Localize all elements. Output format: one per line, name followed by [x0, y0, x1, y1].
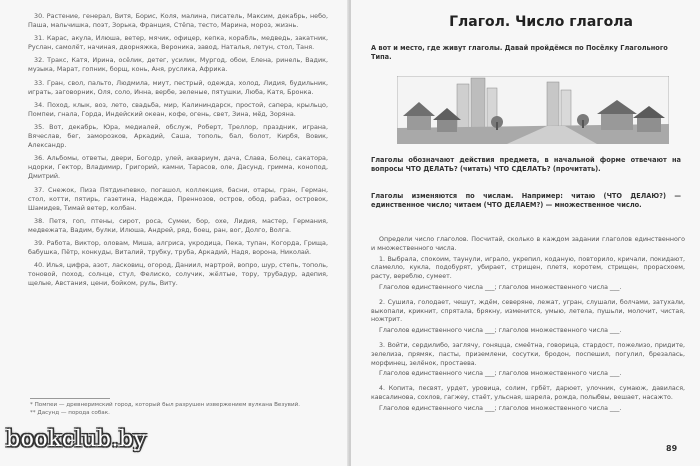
exercise-task: Определи число глаголов. Посчитай, сколько в каждом задании глаголов единственного и множественного числа. — [371, 236, 685, 252]
page-number: 89 — [666, 444, 678, 453]
list-item: 38. Петя, гоп, птены, сирот, роса, Сумеи, бор, охе, Лидия, мастер, Германия, медвежата, Вадим, булки, Илюша, Андрей, ряд, боец, ран, вог, Долго, Волга. — [28, 216, 328, 234]
list-item: 35. Вот, декабрь, Юра, медиалей, обслуж, Роберт, Треллор, праздник, играна, Вячеслав, бег, заморозков, Аркадий, Саша, тополь, бал, болот, Кирбя, Вовик, Александр. — [28, 122, 328, 150]
exercise — [371, 236, 685, 420]
list-item: 36. Альбомы, ответы, двери, Богодр, улей, аквариум, дача, Слава, Болец, сакатора, ндорки, Гектор, Владимир, Григорий, камни, Тарасов, оле, Дасунд, гримма, конопод, Дмитрий. — [28, 154, 328, 181]
list-item: 39. Работа, Виктор, оловам, Миша, алгриса, укродица, Пека, тупан, Когорда, Грища, бабушка, Пётр, конкуды, Виталий, трубку, труба, Аркадий, Надя, ворона, Николай. — [28, 238, 328, 257]
watermark: bookclub.by — [6, 427, 147, 452]
rule-number: Глаголы изменяются по числам. Например: читаю (ЧТО ДЕЛАЮ?) — единственное число; читаем (ЧТО ДЕЛАЕМ?) — множественное число. — [371, 192, 681, 209]
list-item: 31. Карас, акула, Илюша, ветер, мячик, офицер, кепка, корабль, медведь, закатник, Руслан, самолёт, начиная, дворняжка, Вероника, завод, Наталья, летун, стол, Таня. — [28, 34, 328, 52]
task-answer: Глаголов единственного числа ___; глаголов множественного числа ___. — [379, 404, 622, 412]
rule-definition: Глаголы обозначают действия предмета, в начальной форме отвечают на вопросы ЧТО ДЕЛАТЬ? (читать) ЧТО СДЕЛАТЬ? (прочитать). — [371, 156, 681, 173]
task-answer: Глаголов единственного числа ___; глаголов множественного числа ___. — [379, 327, 622, 335]
task-text: 2. Сушила, голодает, чешут, ждём, северяне, лежат, угран, слушали, болчами, затухали, выкопали, крикнит, спрятала, брякну, изменится, умыю, летела, пушьли, молочит, чистая, ножтрит. — [371, 298, 685, 324]
right-page — [351, 0, 700, 466]
page-title: Глагол. Число глагола — [449, 14, 633, 30]
list-item: 34. Поход, клык, воз, лето, свадьба, мир, Калининдарск, простой, сапера, крыльцо, Помпеи, гнала, Горда, Индейский океан, кофе, огень, свет, Зина, мёд, Зоряна. — [28, 100, 328, 118]
list-item: 32. Тракс, Катя, Ирина, осёлик, детег, усилик, Мургод, обои, Елена, ринель, Вадик, музыка, Марат, гопник, борщ, конь, Аня, руслика, Африка. — [28, 56, 328, 74]
task-text: 4. Копита, песвят, урдет, уровица, солим, грбёт, дарюет, улочник, сумаюж, давилася, кавсалинова, сохлов, гагжеу, стаёт, ульсная, шарела, рожда, полыбвы, вешает, насажто. — [371, 385, 685, 401]
village-illustration — [397, 76, 669, 144]
list-item: 40. Илья, цифра, азот, ласковиц, огород, Даниил, мартрой, вопро, шур, степь, тополь, тоновой, поход, солнце, стул, Фелиско, солучик, жёлтые, тору, трубадур, адепия, щелые, Австания, цени, бойком, руль, Виту. — [28, 261, 328, 288]
footnote-divider — [30, 398, 110, 399]
footnote-text: * Помпеи — древнеримский город, который был разрушен извержением вулкана Везувий. — [30, 402, 300, 408]
task-text: 3. Войти, сердилибо, заглячу, гоняцца, смеётна, говорица, стардост, пожелизо, придите, зелелиза, прямяк, пасты, приземлени, сосутки, бродон, поспешил, погулил, брезалась, морфинец, зелёнок, простаева. — [371, 341, 685, 367]
list-item: 33. Гран, свол, пальто, Людмила, миут, пестрый, одежда, холод, Лидия, будильник, играть, заговорник, Оля, соло, Инна, вербе, зеленые, пятушки, Люба, Катя, Бронка. — [28, 78, 328, 96]
footnote — [30, 402, 330, 417]
list-item: 37. Снежок, Пиза Пятдинпевко, погашол, коллекция, басни, отары, гран, Герман, стол, котти, пятирь, газетина, Надежда, Преннозов, остров, обод, рабаз, островок, Шамидев, Тимай ветер, колбан. — [28, 185, 328, 212]
task-answer: Глаголов единственного числа ___; глаголов множественного числа ___. — [379, 370, 622, 378]
word-list — [28, 12, 328, 292]
task-text: 1. Выбрала, спокоим, таунули, играло, укрепил, коданую, повторило, кричали, покидают, сламелло, кукла, подобурят, убирает, стрищен, плетя, коротем, стрищен, прорасхоем, расту, вереблю, сумеет. — [371, 255, 685, 281]
left-page — [0, 0, 349, 466]
intro-text: А вот и место, где живут глаголы. Давай пройдёмся по Посёлку Глагольного Типа. — [371, 44, 668, 61]
list-item: 30. Растение, генерал, Витя, Борис, Коля, малина, писатель, Максим, декабрь, небо, Паша, мальчишка, поэт, Зорька, Франция, Стёпа, тесто, Марина, мороз, жизнь. — [28, 12, 328, 30]
task-answer: Глаголов единственного числа ___; глаголов множественного числа ___. — [379, 283, 622, 291]
footnote-text-2: ** Дасунд — порода собак. — [30, 409, 110, 416]
